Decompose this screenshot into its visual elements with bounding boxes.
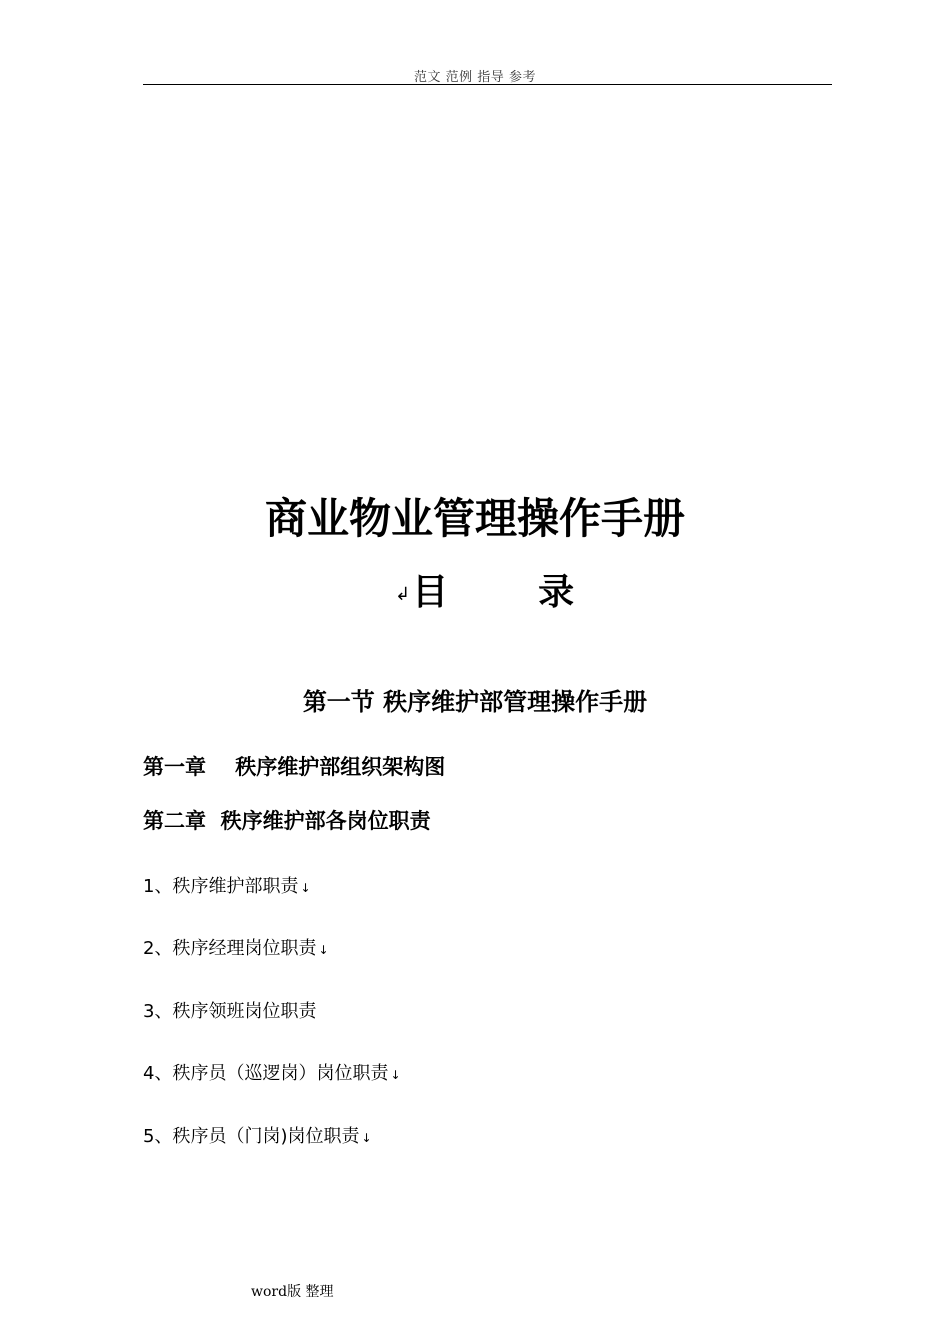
page-header: 范文 范例 指导 参考 [414, 70, 536, 85]
chapter-2: 第二章 秩序维护部各岗位职责 [143, 809, 431, 833]
toc-item-5 [143, 1122, 372, 1148]
header-rule [143, 84, 832, 85]
document-title: 商业物业管理操作手册 [264, 494, 685, 543]
toc-item-label: 1、秩序维护部职责 [143, 876, 299, 897]
paragraph-mark-icon: ↲ [395, 583, 411, 605]
page-footer: word版 整理 [251, 1284, 334, 1300]
paragraph-mark-icon: ↓ [361, 1131, 372, 1145]
toc-heading [395, 564, 574, 615]
toc-item-label: 2、秩序经理岗位职责 [143, 938, 317, 959]
chapter-1: 第一章 秩序维护部组织架构图 [143, 755, 446, 779]
toc-item-3 [143, 997, 316, 1023]
toc-heading-char-2: 录 [538, 572, 575, 613]
toc-item-2 [143, 934, 329, 960]
toc-item-label: 3、秩序领班岗位职责 [143, 1001, 317, 1022]
paragraph-mark-icon: ↓ [390, 1068, 401, 1082]
toc-heading-char-1: 目 [412, 572, 449, 613]
toc-item-label: 5、秩序员（门岗)岗位职责 [143, 1126, 360, 1147]
toc-item-1 [143, 872, 311, 898]
section-title: 第一节 秩序维护部管理操作手册 [302, 688, 648, 716]
toc-item-label: 4、秩序员（巡逻岗）岗位职责 [143, 1063, 389, 1084]
toc-item-4 [143, 1059, 401, 1085]
paragraph-mark-icon: ↓ [300, 881, 311, 895]
paragraph-mark-icon: ↓ [318, 943, 329, 957]
